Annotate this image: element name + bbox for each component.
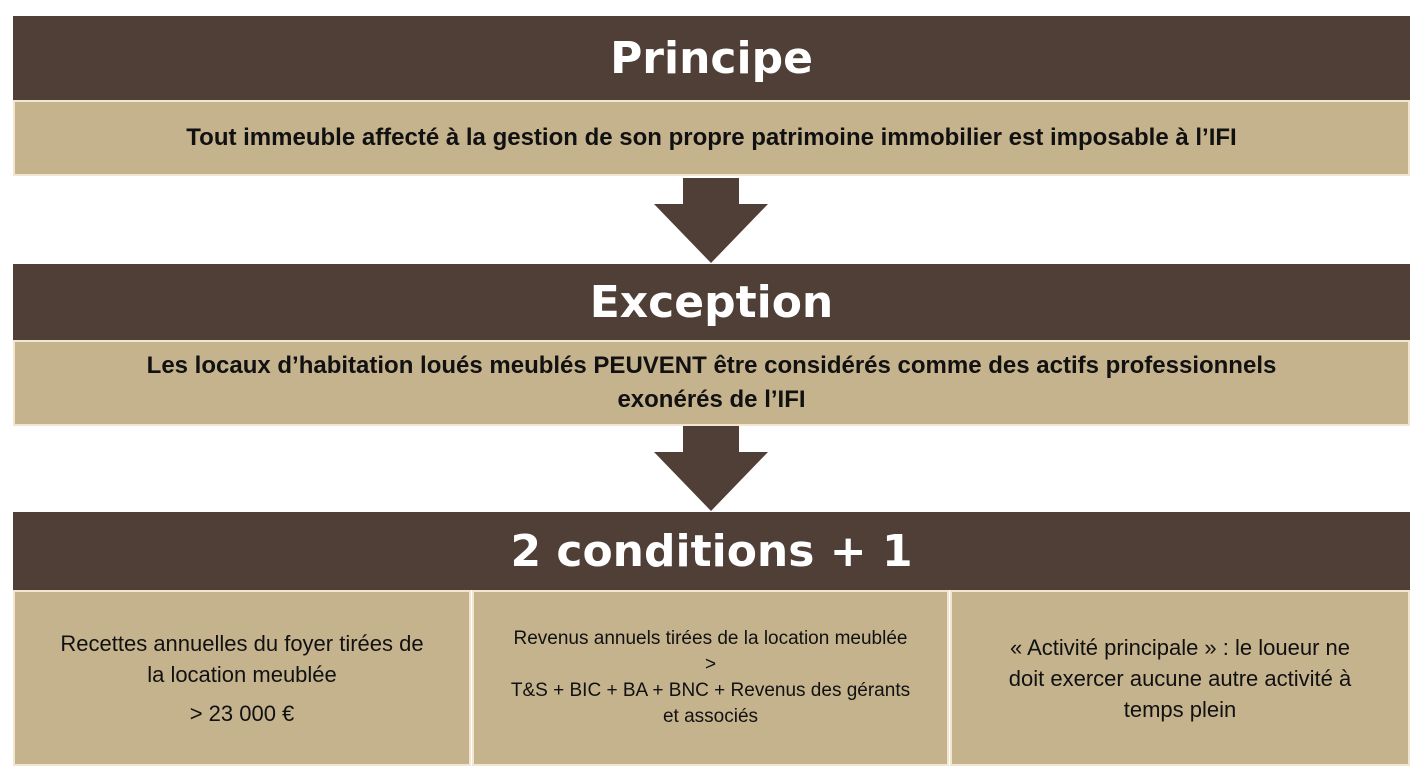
- condition-2-line2: >: [704, 654, 717, 675]
- exception-band: [13, 340, 1410, 426]
- exception-title: Exception: [589, 276, 834, 328]
- principe-header: [13, 16, 1410, 100]
- conditions-title: 2 conditions + 1: [510, 525, 913, 577]
- condition-box-2: [472, 590, 949, 766]
- principe-band: [13, 100, 1410, 176]
- conditions-header: [13, 512, 1410, 590]
- condition-1-line3: > 23 000 €: [189, 700, 295, 726]
- condition-3-line3: temps plein: [1123, 696, 1237, 722]
- condition-box-1: [13, 590, 471, 766]
- condition-box-3: [950, 590, 1410, 766]
- exception-text-line1: Les locaux d’habitation loués meublés PEUVENT être considérés comme des actifs professionnels: [146, 352, 1277, 379]
- condition-3-line1: « Activité principale » : le loueur ne: [1010, 634, 1350, 660]
- condition-2-line1: Revenus annuels tirées de la location meublée: [513, 628, 908, 649]
- principe-title: Principe: [610, 32, 813, 84]
- down-arrow-icon: [653, 178, 769, 264]
- exception-text-line2: exonérés de l’IFI: [617, 386, 806, 413]
- condition-1-line1: Recettes annuelles du foyer tirées de: [60, 630, 424, 656]
- exception-header: [13, 264, 1410, 340]
- down-arrow-icon: [653, 426, 769, 512]
- principe-text: Tout immeuble affecté à la gestion de son propre patrimoine immobilier est imposable à l’IFI: [186, 124, 1237, 151]
- condition-1-line2: la location meublée: [147, 661, 337, 687]
- condition-3-line2: doit exercer aucune autre activité à: [1008, 665, 1352, 691]
- condition-2-line4: et associés: [662, 706, 759, 727]
- condition-2-line3: T&S + BIC + BA + BNC + Revenus des gérants: [510, 680, 911, 701]
